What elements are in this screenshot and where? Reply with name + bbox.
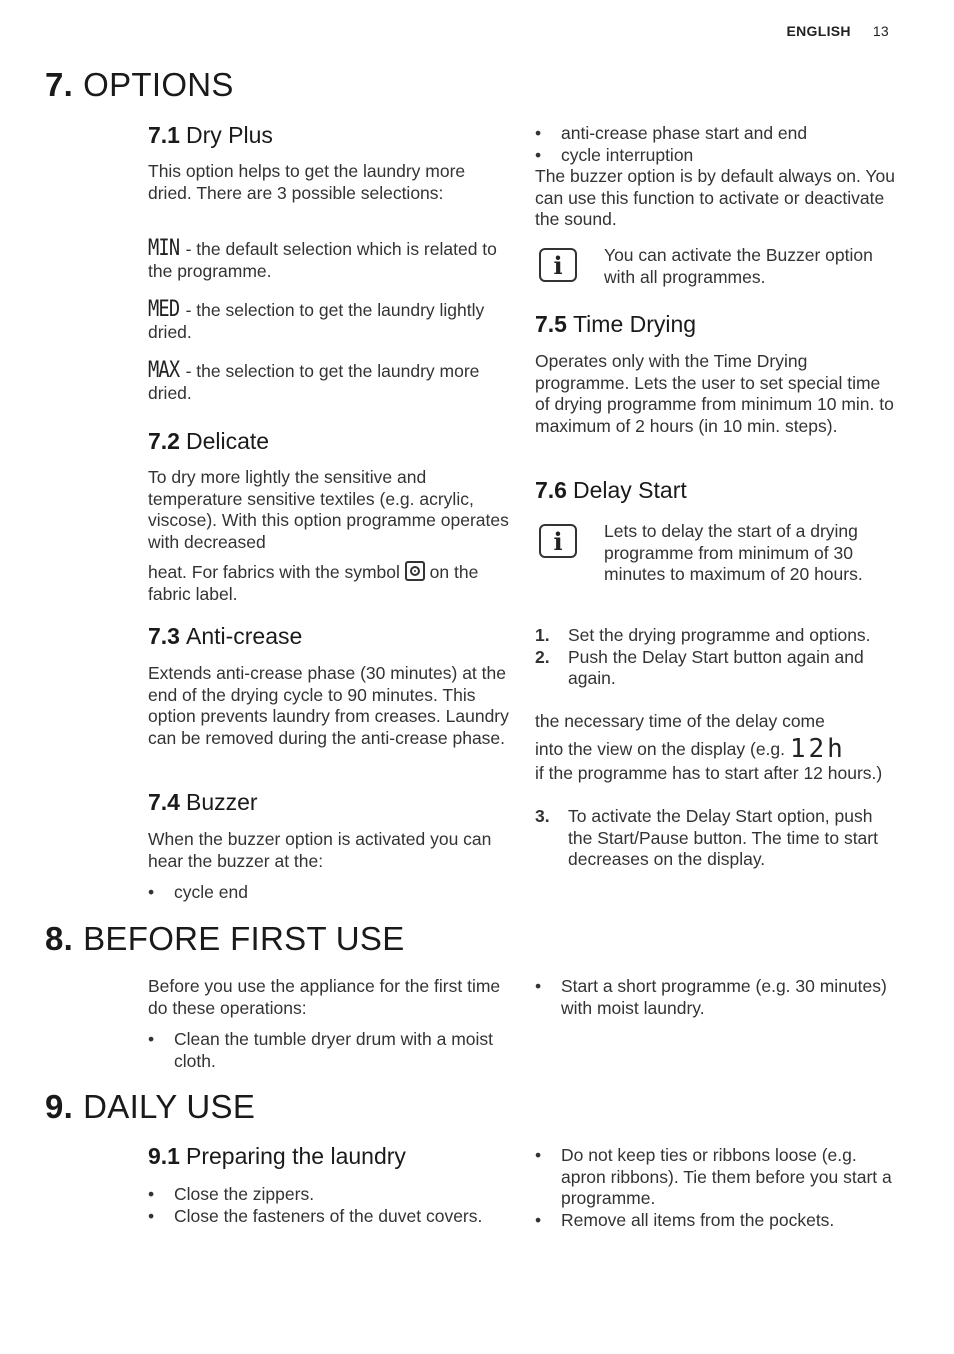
heading-7-6: 7.6 Delay Start bbox=[535, 477, 687, 503]
dry-plus-med: MED - the selection to get the laundry lightly dried. bbox=[148, 297, 485, 342]
info-icon: i bbox=[539, 524, 577, 558]
list-item: • Close the fasteners of the duvet covers. bbox=[148, 1206, 513, 1228]
med-display-icon: MED bbox=[148, 297, 180, 322]
preparing-list-a bbox=[148, 1184, 513, 1227]
anti-crease-text: Extends anti-crease phase (30 minutes) at the end of the drying cycle to 90 minutes. This option prevents laundry from creases. Laundry can be removed during the anti-crease phase. bbox=[148, 663, 509, 748]
list-item: • Clean the tumble dryer drum with a moist cloth. bbox=[148, 1029, 513, 1072]
list-item: • cycle end bbox=[148, 882, 513, 904]
heading-7-2: 7.2 Delicate bbox=[148, 428, 270, 454]
section-8-heading: 8. BEFORE FIRST USE bbox=[45, 920, 405, 957]
info-icon: i bbox=[539, 248, 577, 282]
delay-display-icon: 12h bbox=[789, 734, 846, 764]
before-first-use-list-a bbox=[148, 1029, 513, 1072]
delay-start-note: Lets to delay the start of a drying programme from minimum of 30 minutes to maximum of 20 hours. bbox=[604, 521, 863, 585]
max-display-icon: MAX bbox=[148, 358, 180, 383]
delicate-text: To dry more lightly the sensitive and temperature sensitive textiles (e.g. acrylic, viscose). With this option programme operates with decreased bbox=[148, 467, 509, 552]
page-number: 13 bbox=[872, 23, 889, 39]
heading-7-5: 7.5 Time Drying bbox=[535, 311, 697, 337]
list-item: 3. To activate the Delay Start option, push the Start/Pause button. The time to start decreases on the display. bbox=[535, 806, 878, 870]
delicate-fabric-symbol-icon bbox=[405, 561, 425, 581]
buzzer-list-b bbox=[535, 123, 895, 166]
page-header bbox=[786, 23, 889, 39]
list-item: • Start a short programme (e.g. 30 minutes) with moist laundry. bbox=[535, 976, 895, 1019]
list-item: • Remove all items from the pockets. bbox=[535, 1210, 895, 1232]
dry-plus-min: MIN - the default selection which is related to the programme. bbox=[148, 236, 497, 281]
delay-mid-b: into the view on the display (e.g. 12h bbox=[535, 734, 846, 764]
dry-plus-intro: This option helps to get the laundry more dried. There are 3 possible selections: bbox=[148, 161, 466, 203]
delicate-symbol-text: heat. For fabrics with the symbol on the fabric label. bbox=[148, 562, 479, 604]
list-item: • cycle interruption bbox=[535, 145, 895, 167]
buzzer-note: You can activate the Buzzer option with all programmes. bbox=[604, 245, 873, 287]
min-display-icon: MIN bbox=[148, 236, 180, 261]
section-7-heading: 7. OPTIONS bbox=[45, 66, 234, 103]
heading-7-3: 7.3 Anti-crease bbox=[148, 623, 303, 649]
buzzer-list-a bbox=[148, 882, 513, 904]
delay-steps-b bbox=[535, 806, 895, 871]
list-item: 1. Set the drying programme and options. bbox=[535, 625, 871, 645]
time-drying-text: Operates only with the Time Drying programme. Lets the user to set special time of drying programme from minimum 10 min. to maximum of 2 hours (in 10 min. steps). bbox=[535, 351, 894, 436]
list-item: 2. Push the Delay Start button again and again. bbox=[535, 646, 864, 689]
delay-steps-a bbox=[535, 625, 895, 690]
heading-7-4: 7.4 Buzzer bbox=[148, 789, 258, 815]
delay-mid-a: the necessary time of the delay come bbox=[535, 711, 825, 731]
preparing-list-b bbox=[535, 1145, 895, 1231]
list-item: • anti-crease phase start and end bbox=[535, 123, 895, 145]
section-9-heading: 9. DAILY USE bbox=[45, 1088, 256, 1125]
buzzer-text: The buzzer option is by default always on. You can use this function to activate or deactivate the sound. bbox=[535, 166, 895, 230]
heading-9-1: 9.1 Preparing the laundry bbox=[148, 1143, 406, 1169]
heading-7-1: 7.1 Dry Plus bbox=[148, 122, 273, 148]
header-language: ENGLISH bbox=[786, 23, 851, 39]
list-item: • Do not keep ties or ribbons loose (e.g. apron ribbons). Tie them before you start a programme. bbox=[535, 1145, 895, 1210]
dry-plus-max: MAX - the selection to get the laundry more dried. bbox=[148, 358, 480, 403]
list-item: • Close the zippers. bbox=[148, 1184, 513, 1206]
delay-mid-c: if the programme has to start after 12 hours.) bbox=[535, 763, 883, 783]
buzzer-intro: When the buzzer option is activated you can hear the buzzer at the: bbox=[148, 829, 492, 871]
before-first-use-list-b bbox=[535, 976, 895, 1019]
before-first-use-intro: Before you use the appliance for the first time do these operations: bbox=[148, 976, 501, 1018]
